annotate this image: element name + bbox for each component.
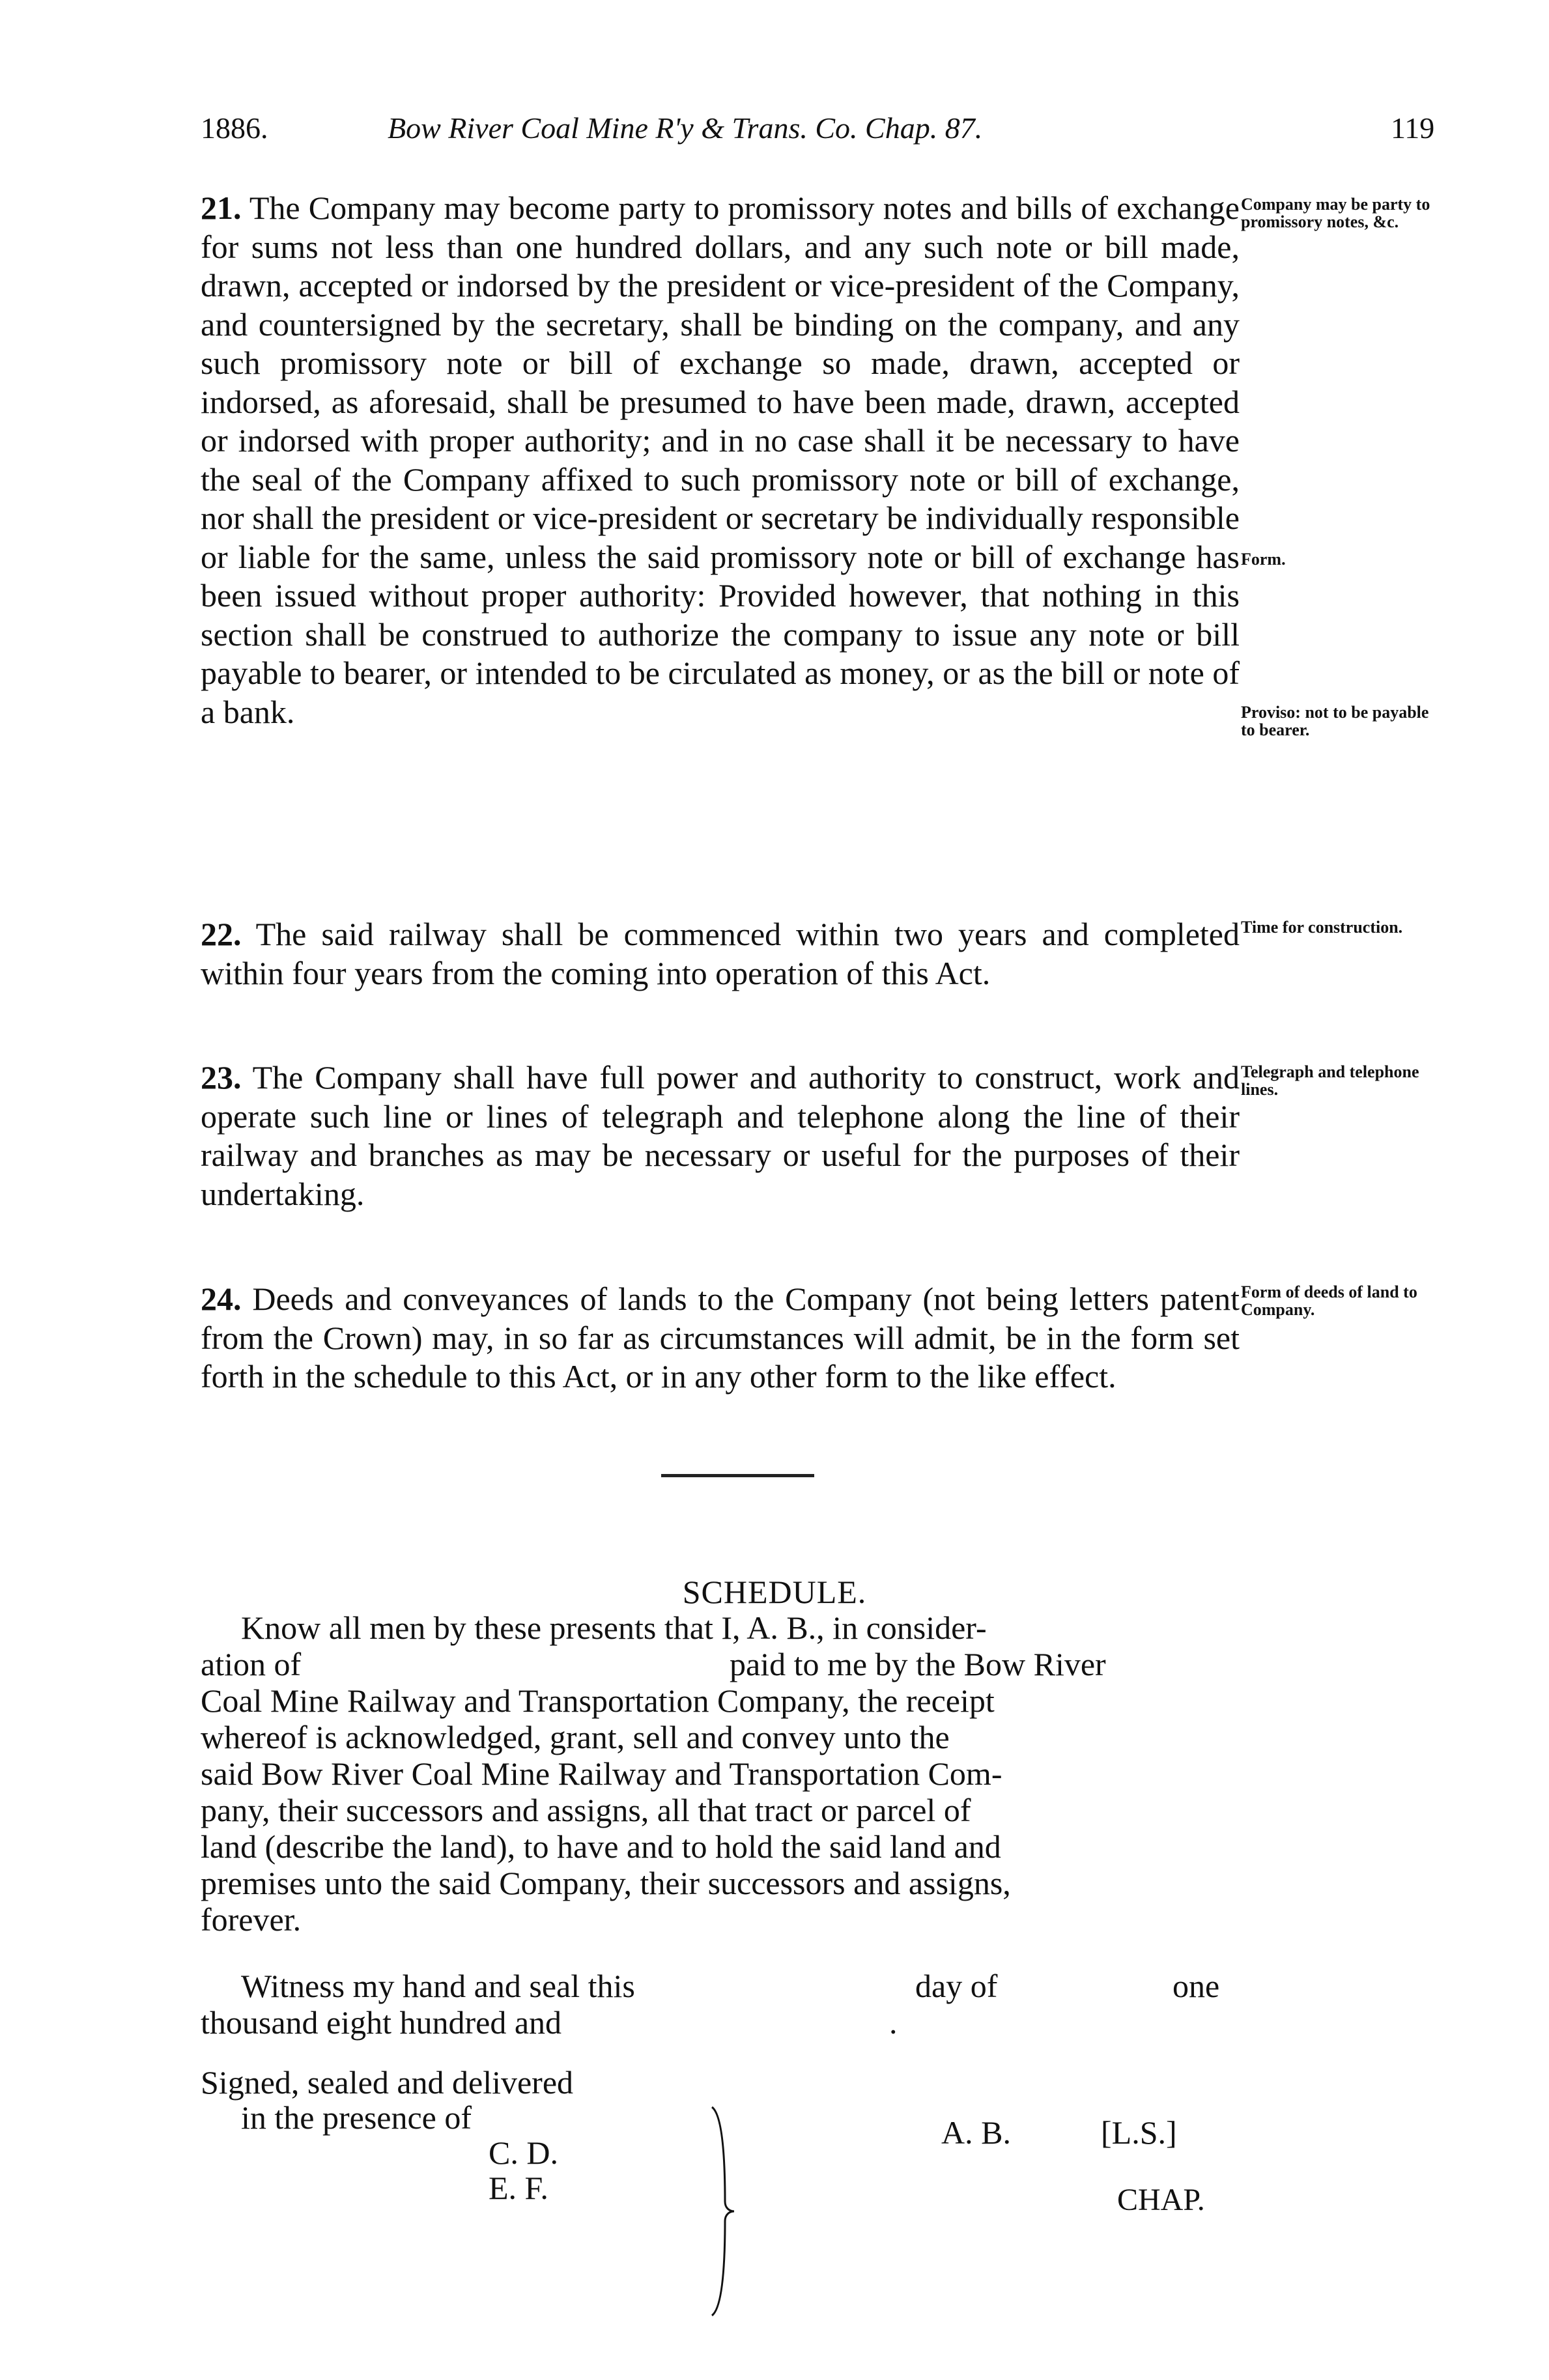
page-number: 119 — [1391, 111, 1435, 145]
header-year: 1886. — [201, 111, 268, 145]
schedule-line: forever. — [201, 1901, 302, 1938]
witness-line-2: thousand eight hundred and — [201, 2004, 562, 2041]
schedule-title: SCHEDULE. — [682, 1574, 867, 1610]
margin-note-proviso: Proviso: not to be payable to bearer. — [1241, 703, 1429, 739]
margin-note-time: Time for construction. — [1241, 918, 1403, 937]
signatory: A. B. — [941, 2114, 1011, 2151]
section-text: The said railway shall be commenced within two years and completed within four years from the coming into operation of this Act. — [201, 916, 1240, 991]
witness-ef: E. F. — [489, 2170, 548, 2206]
section-text: The Company shall have full power and authority to construct, work and operate such line or lines of telegraph and telephone along the line of their railway and branches as may be necessary or useful for the purposes of their undertaking. — [201, 1059, 1240, 1212]
schedule-line: premises unto the said Company, their successors and assigns, — [201, 1865, 1011, 1901]
witness-cd: C. D. — [489, 2134, 558, 2171]
witness-one: one — [1172, 1968, 1220, 2004]
curly-brace — [707, 2104, 739, 2319]
section-22 — [201, 915, 1240, 993]
witness-line: Witness my hand and seal this — [241, 1968, 635, 2004]
section-number: 21. — [201, 190, 242, 226]
section-divider — [661, 1474, 814, 1477]
margin-note-form: Form. — [1241, 550, 1286, 569]
schedule-line: Coal Mine Railway and Transportation Company, the receipt — [201, 1682, 995, 1719]
header-title: Bow River Coal Mine R'y & Trans. Co. Chap. 87. — [388, 111, 983, 145]
signed-line: Signed, sealed and delivered — [201, 2064, 574, 2101]
section-text: Deeds and conveyances of lands to the Company (not being letters patent from the Crown) may, in so far as circumstances will admit, be in the form set forth in the schedule to this Act, or in any other form to the like effect. — [201, 1281, 1240, 1395]
section-number: 24. — [201, 1281, 242, 1317]
section-text: The Company may become party to promissory notes and bills of exchange for sums not less than one hundred dollars, and any such note or bill made, drawn, accepted or indorsed by the president or vice-president of the Company, and countersigned by the secretary, shall be binding on the company, and any such promissory note or bill of exchange so made, drawn, accepted or indorsed, as aforesaid, shall be presumed to have been made, drawn, accepted or indorsed with proper authority; and in no case shall it be necessary to have the seal of the Company affixed to such promissory note or bill of exchange, nor shall the president or vice-president or secretary be individually responsible or liable for the same, unless the said promissory note or bill of exchange has been issued without proper authority: Provided however, that nothing in this section shall be construed to authorize the company to issue any note or bill payable to bearer, or intended to be circulated as money, or as the bill or note of a bank. — [201, 190, 1240, 730]
section-21 — [201, 189, 1240, 731]
schedule-line: ation of — [201, 1646, 302, 1682]
schedule-line: whereof is acknowledged, grant, sell and convey unto the — [201, 1719, 950, 1755]
margin-note-telegraph: Telegraph and telephone lines. — [1241, 1062, 1419, 1099]
schedule-line: said Bow River Coal Mine Railway and Transportation Com- — [201, 1755, 1002, 1792]
section-number: 23. — [201, 1059, 242, 1096]
seal-mark: [L.S.] — [1101, 2114, 1177, 2151]
presence-line: in the presence of — [241, 2099, 472, 2136]
witness-day: day of — [915, 1968, 998, 2004]
witness-dot: . — [889, 2004, 898, 2041]
margin-note-deeds: Form of deeds of land to Company. — [1241, 1282, 1417, 1319]
schedule-line: Know all men by these presents that I, A. B., in consider- — [241, 1609, 987, 1646]
section-24 — [201, 1280, 1240, 1396]
schedule-line: land (describe the land), to have and to hold the said land and — [201, 1828, 1001, 1865]
section-number: 22. — [201, 916, 242, 952]
margin-note-company-party: Company may be party to promissory notes, &c. — [1241, 195, 1430, 231]
catchword: CHAP. — [1117, 2183, 1205, 2217]
schedule-line: pany, their successors and assigns, all that tract or parcel of — [201, 1792, 971, 1828]
schedule-line: paid to me by the Bow River — [730, 1646, 1106, 1682]
section-23 — [201, 1058, 1240, 1213]
